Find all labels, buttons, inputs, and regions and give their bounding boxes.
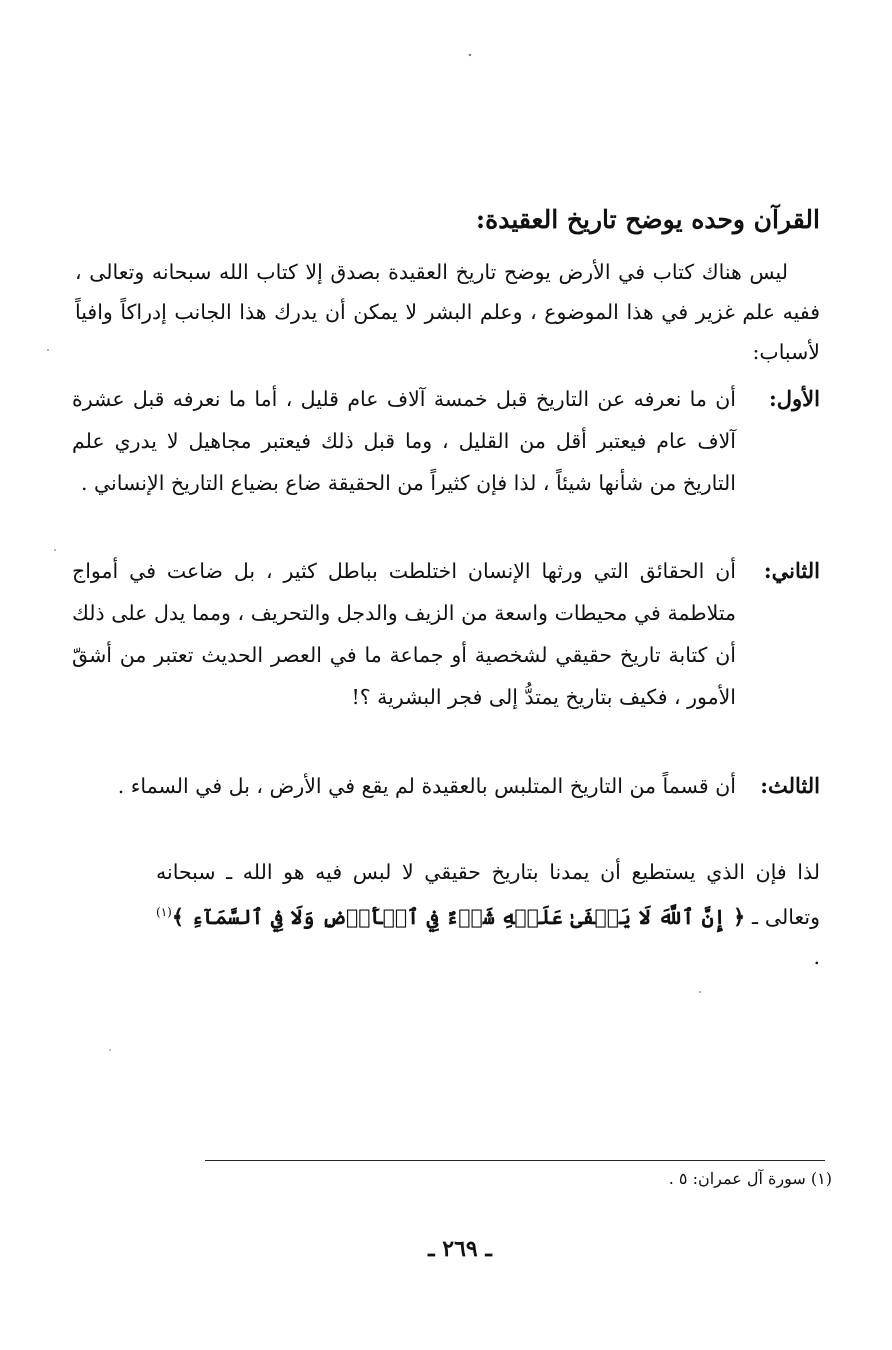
- point-text: أن قسماً من التاريخ المتلبس بالعقيدة لم يقع في الأرض ، بل في السماء .: [117, 774, 736, 798]
- section-heading: القرآن وحده يوضح تاريخ العقيدة:: [475, 205, 820, 234]
- conclusion-end: .: [813, 944, 820, 969]
- speck: [469, 54, 471, 56]
- conclusion-text: لذا فإن الذي يستطيع أن يمدنا بتاريخ حقيقي لا لبس فيه هو الله ـ سبحانه وتعالى ـ: [156, 860, 820, 929]
- point-label: الثاني:: [763, 558, 820, 583]
- quran-verse: ﴿ إِنَّ ٱللَّهَ لَا يَخۡفَىٰ عَلَيۡهِ شَيۡءٌ فِي ٱلۡأَرۡضِ وَلَا فِي ٱلسَّمَآءِ ﴾: [171, 904, 746, 929]
- footnote-reference[interactable]: (١): [156, 905, 172, 919]
- point-text: أن الحقائق التي ورثها الإنسان اختلطت بباطل كثير ، بل ضاعت في أمواج متلاطمة في محيطات واسعة من الزيف والدجل والتحريف ، ومما يدل على ذلك أن كتابة تاريخ حقيقي لشخصية أو جماعة ما في العصر الحديث تعتبر من أشقّ الأمور ، فكيف بتاريخ يمتدُّ إلى فجر البشرية ؟!: [72, 559, 736, 709]
- speck: [699, 991, 701, 993]
- point-label: الثالث:: [760, 773, 820, 798]
- point-text: أن ما نعرفه عن التاريخ قبل خمسة آلاف عام قليل ، أما ما نعرفه قبل عشرة آلاف عام فيعتبر أقل من القليل ، وما قبل ذلك فيعتبر مجاهيل لا يدري علم التاريخ من شأنها شيئاً ، لذا فإن كثيراً من الحقيقة ضاع بضياع التاريخ الإنساني .: [72, 387, 736, 495]
- speck: [47, 349, 49, 351]
- page-number: ـ ٢٦٩ ـ: [428, 1236, 492, 1262]
- footnote: (١) سورة آل عمران: ٥ .: [668, 1169, 832, 1188]
- speck: [109, 1049, 111, 1051]
- speck: [54, 549, 56, 551]
- intro-paragraph: ليس هناك كتاب في الأرض يوضح تاريخ العقيدة بصدق إلا كتاب الله سبحانه وتعالى ، ففيه علم غزير في هذا الموضوع ، وعلم البشر لا يمكن أن يدرك هذا الجانب إدراكاً وافياً لأسباب:: [75, 260, 820, 364]
- point-label: الأول:: [769, 386, 820, 411]
